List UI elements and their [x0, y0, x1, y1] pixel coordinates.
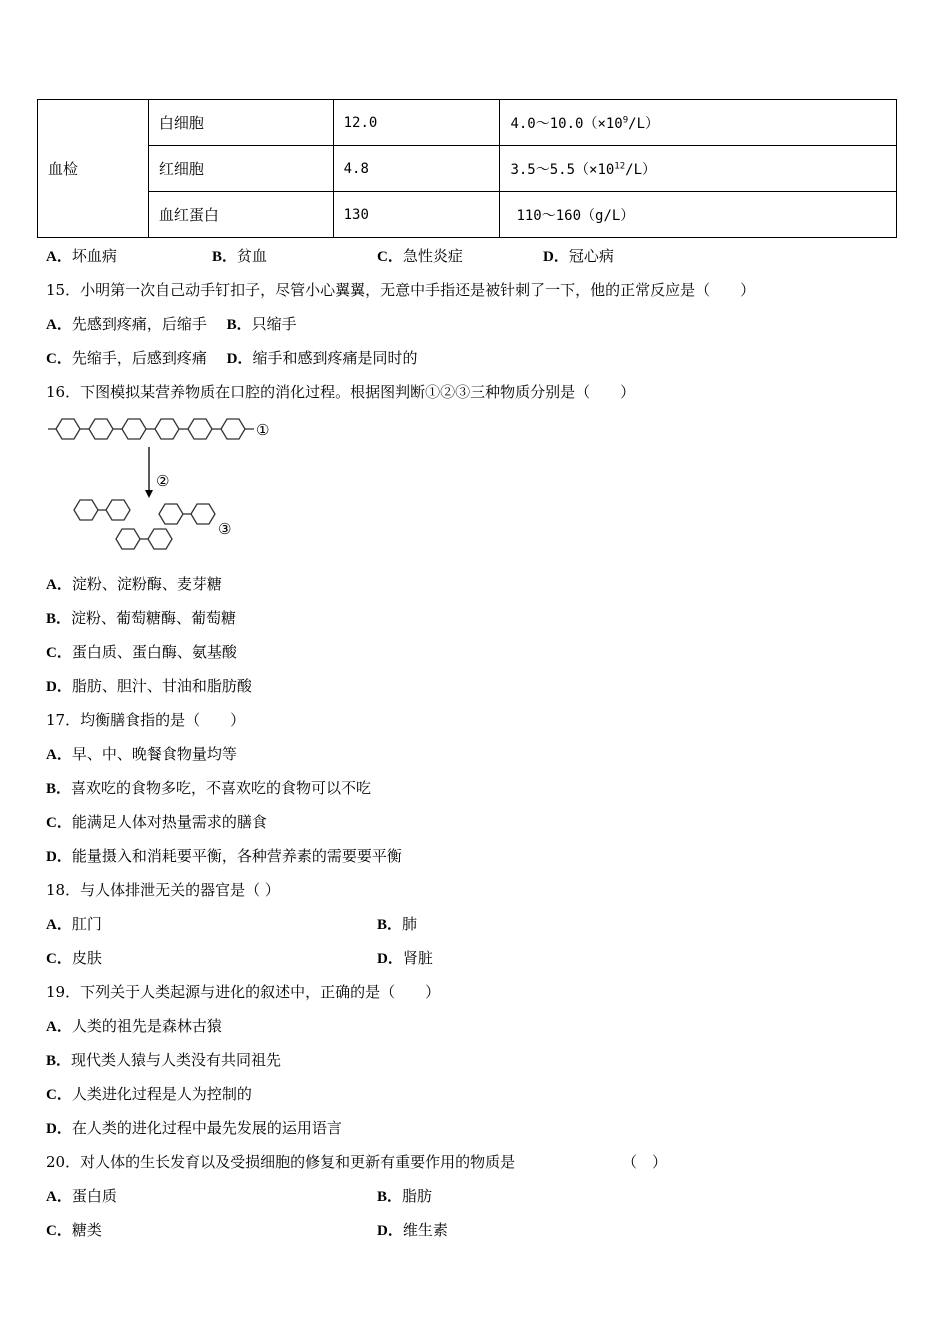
value-cell: 130 [333, 192, 500, 238]
q16-option-c: C．蛋白质、蛋白酶、氨基酸 [46, 643, 237, 661]
row-header-cell: 血检 [38, 100, 149, 238]
hexagon [155, 419, 179, 439]
q19-stem: 19．下列关于人类起源与进化的叙述中，正确的是（ ） [46, 983, 441, 1001]
q18-option-a: A．肛门 [46, 915, 102, 933]
q14-option-c: C．急性炎症 [377, 247, 463, 265]
q18-stem: 18．与人体排泄无关的器官是（ ） [46, 881, 280, 899]
hexagon [191, 504, 215, 524]
q20-option-c: C．糖类 [46, 1221, 102, 1239]
q19-option-a: A．人类的祖先是森林古猿 [46, 1017, 222, 1035]
q20-blank: （ ） [622, 1153, 668, 1171]
item-cell: 红细胞 [148, 146, 333, 192]
hexagon [74, 500, 98, 520]
hexagon [122, 419, 146, 439]
q18-option-b: B．肺 [377, 915, 418, 933]
value-cell: 4.8 [333, 146, 500, 192]
q16-option-a: A．淀粉、淀粉酶、麦芽糖 [46, 575, 222, 593]
q20-option-d: D．维生素 [377, 1221, 448, 1239]
q17-option-d: D．能量摄入和消耗要平衡，各种营养素的需要要平衡 [46, 847, 402, 865]
q18-option-c: C．皮肤 [46, 949, 102, 967]
item-cell: 血红蛋白 [148, 192, 333, 238]
q20-option-a: A．蛋白质 [46, 1187, 117, 1205]
arrow-down-icon [145, 490, 153, 498]
q20-stem: 20．对人体的生长发育以及受损细胞的修复和更新有重要作用的物质是 [46, 1153, 516, 1171]
q19-option-c: C．人类进化过程是人为控制的 [46, 1085, 252, 1103]
q17-option-b: B．喜欢吃的食物多吃，不喜欢吃的食物可以不吃 [46, 779, 372, 797]
label-1: ① [256, 421, 270, 439]
range-cell: $3.5\sim 5.5(\times 10^{12}/L)$ [500, 146, 897, 192]
q16-option-b: B．淀粉、葡萄糖酶、葡萄糖 [46, 609, 237, 627]
q17-option-c: C．能满足人体对热量需求的膳食 [46, 813, 267, 831]
hexagon [159, 504, 183, 524]
q19-option-d: D．在人类的进化过程中最先发展的运用语言 [46, 1119, 342, 1137]
hexagon [56, 419, 80, 439]
item-cell: 白细胞 [148, 100, 333, 146]
q20-option-b: B．脂肪 [377, 1187, 433, 1205]
range-cell: $4.0\sim 10.0(\times 10^9/L)$ [500, 100, 897, 146]
digestion-diagram [44, 412, 284, 562]
table-row [38, 192, 897, 238]
range-cell: 110～160（g/L） [500, 192, 897, 238]
hexagon [148, 529, 172, 549]
hexagon [188, 419, 212, 439]
q17-option-a: A．早、中、晚餐食物量均等 [46, 745, 237, 763]
hexagon [221, 419, 245, 439]
table-row [38, 146, 897, 192]
label-3: ③ [218, 520, 232, 538]
hexagon [106, 500, 130, 520]
q14-options: A．坏血病 [46, 247, 117, 265]
label-2: ② [156, 472, 170, 490]
blood-test-table [37, 99, 897, 238]
hexagon [116, 529, 140, 549]
q18-option-d: D．肾脏 [377, 949, 433, 967]
q14-option-d: D．冠心病 [543, 247, 614, 265]
q17-stem: 17．均衡膳食指的是（ ） [46, 711, 246, 729]
table-row [38, 100, 897, 146]
q15-options-ab: A．先感到疼痛，后缩手 B．只缩手 [46, 315, 297, 333]
q16-stem: 16．下图模拟某营养物质在口腔的消化过程。根据图判断①②③三种物质分别是（ ） [46, 383, 636, 401]
q15-stem: 15．小明第一次自己动手钉扣子，尽管小心翼翼，无意中手指还是被针刺了一下，他的正常反应是（ ） [46, 281, 756, 299]
q14-option-b: B．贫血 [212, 247, 268, 265]
hexagon [89, 419, 113, 439]
value-cell: 12.0 [333, 100, 500, 146]
q19-option-b: B．现代类人猿与人类没有共同祖先 [46, 1051, 282, 1069]
q16-option-d: D．脂肪、胆汁、甘油和脂肪酸 [46, 677, 252, 695]
q15-options-cd: C．先缩手，后感到疼痛 D．缩手和感到疼痛是同时的 [46, 349, 418, 367]
